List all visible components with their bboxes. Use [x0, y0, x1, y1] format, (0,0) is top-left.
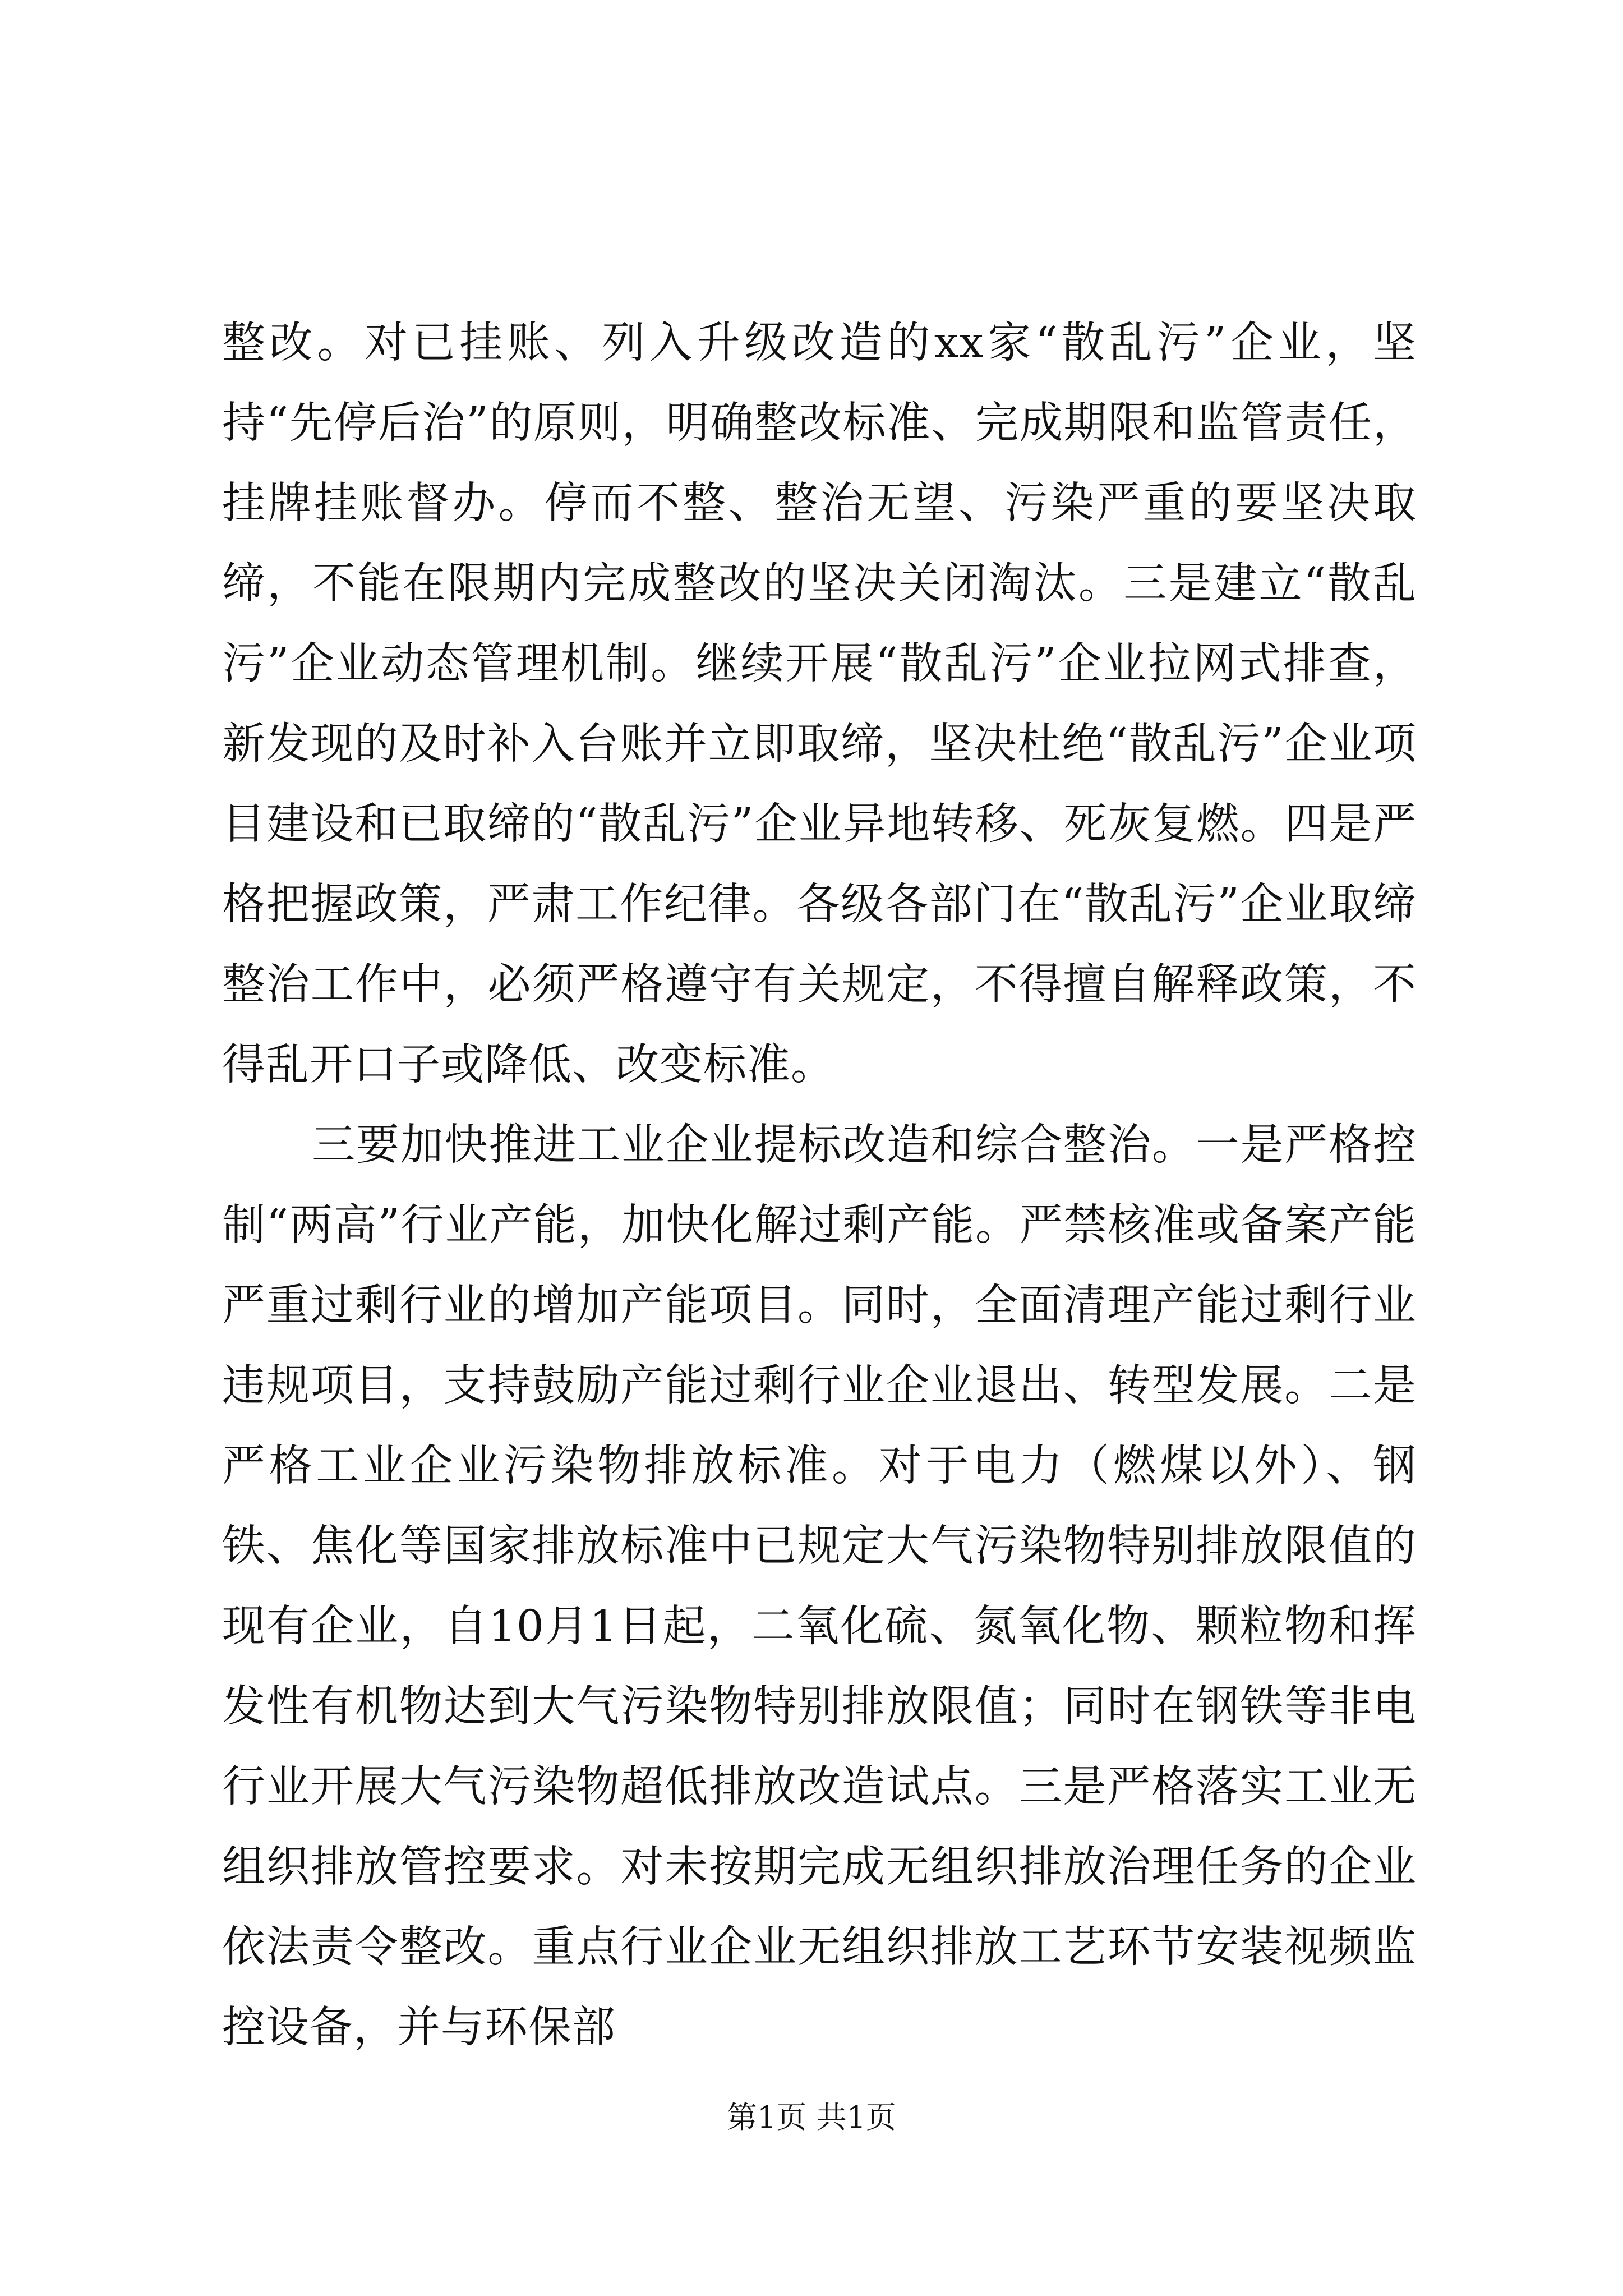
- paragraph-2: 三要加快推进工业企业提标改造和综合整治。一是严格控制“两高”行业产能，加快化解过剩产能。严禁核准或备案产能严重过剩行业的增加产能项目。同时，全面清理产能过剩行业违规项目，支持鼓励产能过剩行业企业退出、转型发展。二是严格工业企业污染物排放标准。对于电力（燃煤以外）、钢铁、焦化等国家排放标准中已规定大气污染物特别排放限值的现有企业，自10月1日起，二氧化硫、氮氧化物、颗粒物和挥发性有机物达到大气污染物特别排放限值；同时在钢铁等非电行业开展大气污染物超低排放改造试点。三是严格落实工业无组织排放管控要求。对未按期完成无组织排放治理任务的企业依法责令整改。重点行业企业无组织排放工艺环节安装视频监控设备，并与环保部: [222, 1120, 1417, 2053]
- body-text: [222, 303, 1417, 2068]
- page-footer: 第1页 共1页: [727, 2100, 896, 2135]
- paragraph-1: 整改。对已挂账、列入升级改造的xx家“散乱污”企业，坚持“先停后治”的原则，明确整改标准、完成期限和监管责任，挂牌挂账督办。停而不整、整治无望、污染严重的要坚决取缔，不能在限期内完成整改的坚决关闭淘汰。三是建立“散乱污”企业动态管理机制。继续开展“散乱污”企业拉网式排查，新发现的及时补入台账并立即取缔，坚决杜绝“散乱污”企业项目建设和已取缔的“散乱污”企业异地转移、死灰复燃。四是严格把握政策，严肃工作纪律。各级各部门在“散乱污”企业取缔整治工作中，必须严格遵守有关规定，不得擅自解释政策，不得乱开口子或降低、改变标准。: [222, 318, 1417, 1090]
